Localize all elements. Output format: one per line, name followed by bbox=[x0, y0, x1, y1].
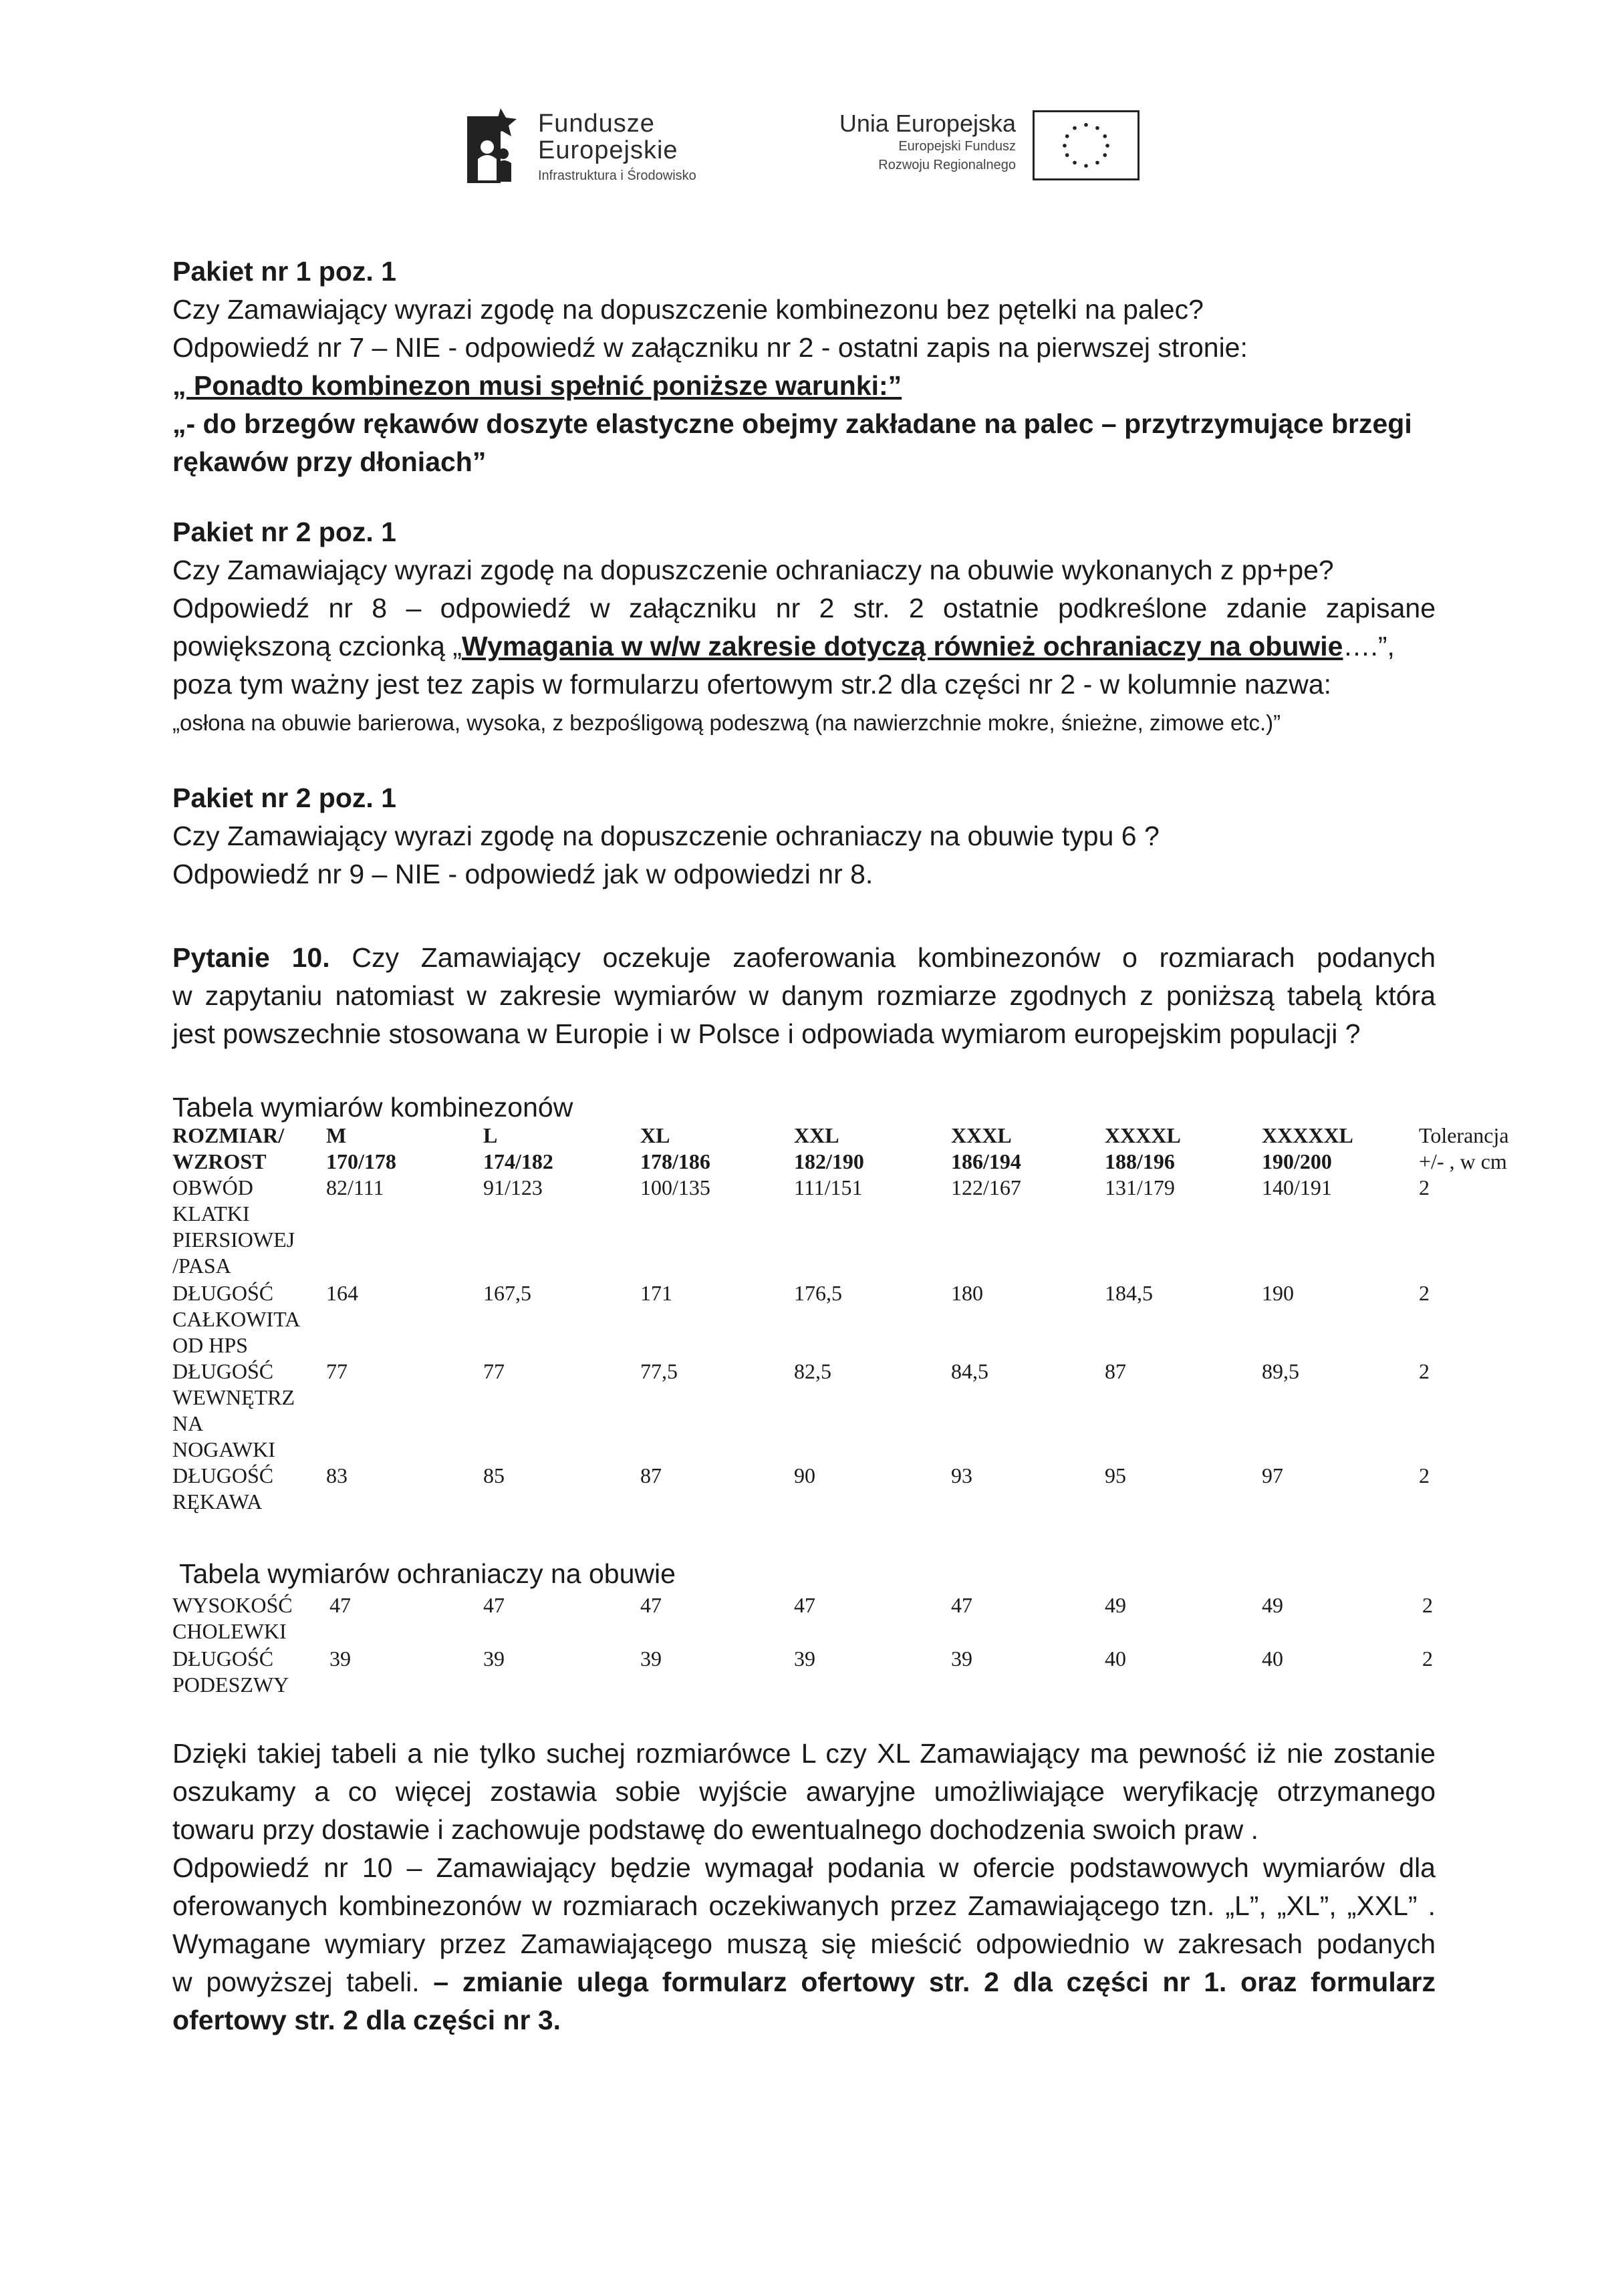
q1-quote-line-1: „- do brzegów rękawów doszyte elastyczne obejmy zakładane na palec – przytrzymujące brzegi bbox=[172, 408, 1412, 439]
col-tolerance: Tolerancja +/- , w cm bbox=[1419, 1123, 1509, 1173]
fundusze-europejskie-logo bbox=[466, 106, 518, 186]
table-cell: 184,5 bbox=[1105, 1281, 1153, 1305]
table-cell: 87 bbox=[1105, 1359, 1126, 1383]
q2-answer-line-2 bbox=[172, 627, 1436, 666]
table-row bbox=[172, 1358, 1509, 1463]
table-row bbox=[172, 1280, 1509, 1358]
table-kombinezony bbox=[172, 1123, 1509, 1516]
table-cell-tolerance: 2 bbox=[1422, 1593, 1433, 1617]
table-cell: 49 bbox=[1262, 1593, 1283, 1617]
closing-line-2: oszukamy a co więcej zostawia sobie wyjście awaryjne umożliwiające weryfikację otrzymanego bbox=[172, 1776, 1436, 1807]
table-cell: 100/135 bbox=[640, 1175, 710, 1199]
closing-line-7 bbox=[172, 1963, 1436, 2001]
col-size-xxxxl: XXXXL 188/196 bbox=[1105, 1123, 1181, 1173]
question-block-2 bbox=[172, 513, 1436, 742]
table-cell: 90 bbox=[794, 1463, 815, 1487]
closing-line-3: towaru przy dostawie i zachowuje podstawę do ewentualnego dochodzenia swoich praw . bbox=[172, 1814, 1259, 1845]
table-cell: 85 bbox=[483, 1463, 505, 1487]
table-cell-tolerance: 2 bbox=[1419, 1281, 1430, 1305]
table-row bbox=[172, 1175, 1509, 1280]
table-cell-tolerance: 2 bbox=[1419, 1359, 1430, 1383]
ue-subtitle-1: Europejski Fundusz bbox=[898, 139, 1016, 154]
closing-line-6: Wymagane wymiary przez Zamawiającego muszą się mieścić odpowiednio w zakresach podanych bbox=[172, 1928, 1436, 1959]
q1-heading: Pakiet nr 1 poz. 1 bbox=[172, 256, 396, 287]
table-cell: 77,5 bbox=[640, 1359, 678, 1383]
table-cell: 47 bbox=[794, 1593, 815, 1617]
table-cell: 190 bbox=[1262, 1281, 1294, 1305]
fe-title-line-1: Fundusze bbox=[538, 110, 655, 138]
q1-quote-heading: „ Ponadto kombinezon musi spełnić poniższe warunki:” bbox=[172, 370, 902, 401]
q1-quote-line-2: rękawów przy dłoniach” bbox=[172, 446, 487, 477]
table-cell: 87 bbox=[640, 1463, 662, 1487]
q3-heading: Pakiet nr 2 poz. 1 bbox=[172, 782, 396, 813]
table-cell: 95 bbox=[1105, 1463, 1126, 1487]
row-label: DŁUGOŚĆ RĘKAWA bbox=[172, 1463, 274, 1514]
q4-line-1 bbox=[172, 939, 1436, 977]
table-cell: 39 bbox=[951, 1646, 972, 1671]
table-cell: 180 bbox=[951, 1281, 983, 1305]
fundusze-europejskie-text bbox=[538, 110, 696, 185]
fe-subtitle: Infrastruktura i Środowisko bbox=[538, 168, 696, 183]
col-size-l: L 174/182 bbox=[483, 1123, 553, 1173]
table-cell: 39 bbox=[483, 1646, 505, 1671]
table-cell: 47 bbox=[640, 1593, 662, 1617]
table-cell: 164 bbox=[326, 1281, 358, 1305]
q4-line-3: jest powszechnie stosowana w Europie i w Polsce i odpowiada wymiarom europejskim populacji ? bbox=[172, 1018, 1361, 1049]
col-size-xl: XL 178/186 bbox=[640, 1123, 710, 1173]
q3-question: Czy Zamawiający wyrazi zgodę na dopuszczenie ochraniaczy na obuwie typu 6 ? bbox=[172, 821, 1160, 851]
table-cell: 140/191 bbox=[1262, 1175, 1332, 1199]
table2-title: Tabela wymiarów ochraniaczy na obuwie bbox=[179, 1558, 676, 1589]
table-cell: 91/123 bbox=[483, 1175, 543, 1199]
q2-answer-line-3: poza tym ważny jest tez zapis w formularzu ofertowym str.2 dla części nr 2 - w kolumnie nazwa: bbox=[172, 669, 1332, 700]
table-cell: 82/111 bbox=[326, 1175, 384, 1199]
table-cell-tolerance: 2 bbox=[1419, 1175, 1430, 1199]
col-size-xxl: XXL 182/190 bbox=[794, 1123, 864, 1173]
col-size-xxxl: XXXL 186/194 bbox=[951, 1123, 1021, 1173]
q1-answer: Odpowiedź nr 7 – NIE - odpowiedź w załączniku nr 2 - ostatni zapis na pierwszej stronie: bbox=[172, 332, 1248, 363]
table1-header-row bbox=[172, 1123, 1509, 1175]
q4-line-2: w zapytaniu natomiast w zakresie wymiarów w danym rozmiarze zgodnych z poniższą tabelą która bbox=[172, 980, 1436, 1011]
table-cell-tolerance: 2 bbox=[1419, 1463, 1430, 1487]
q3-answer: Odpowiedź nr 9 – NIE - odpowiedź jak w odpowiedzi nr 8. bbox=[172, 859, 874, 889]
col-size-xxxxxl: XXXXXL 190/200 bbox=[1262, 1123, 1353, 1173]
q2-question: Czy Zamawiający wyrazi zgodę na dopuszczenie ochraniaczy na obuwie wykonanych z pp+pe? bbox=[172, 555, 1334, 585]
q4-line-1-text: Czy Zamawiający oczekuje zaoferowania kombinezonów o rozmiarach podanych bbox=[352, 942, 1436, 973]
table-cell: 171 bbox=[640, 1281, 672, 1305]
table-cell: 77 bbox=[483, 1359, 505, 1383]
table-cell: 167,5 bbox=[483, 1281, 531, 1305]
question-block-4 bbox=[172, 939, 1436, 1053]
table-row bbox=[172, 1646, 1509, 1699]
table1-title: Tabela wymiarów kombinezonów bbox=[172, 1092, 573, 1123]
question-block-1 bbox=[172, 253, 1436, 481]
table-cell: 93 bbox=[951, 1463, 972, 1487]
ue-subtitle-2: Rozwoju Regionalnego bbox=[878, 158, 1016, 172]
question-block-3 bbox=[172, 779, 1436, 893]
closing-line-8: ofertowy str. 2 dla części nr 3. bbox=[172, 2005, 561, 2035]
table-cell: 97 bbox=[1262, 1463, 1283, 1487]
table-cell: 40 bbox=[1105, 1646, 1126, 1671]
table-cell: 40 bbox=[1262, 1646, 1283, 1671]
unia-europejska-text bbox=[802, 110, 1016, 174]
row-label: DŁUGOŚĆ PODESZWY bbox=[172, 1646, 289, 1697]
closing-line-4: Odpowiedź nr 10 – Zamawiający będzie wymagał podania w ofercie podstawowych wymiarów dla bbox=[172, 1852, 1436, 1883]
ue-title: Unia Europejska bbox=[839, 110, 1016, 137]
table-cell: 82,5 bbox=[794, 1359, 831, 1383]
table-cell: 47 bbox=[329, 1593, 351, 1617]
eu-flag-icon bbox=[1033, 110, 1139, 180]
closing-line-7-text: w powyższej tabeli. bbox=[172, 1967, 420, 1997]
closing-line-5: oferowanych kombinezonów w rozmiarach oczekiwanych przez Zamawiającego tzn. „L”, „XL”, „XXL” . bbox=[172, 1890, 1436, 1921]
table-cell: 39 bbox=[794, 1646, 815, 1671]
row-label: OBWÓD KLATKI PIERSIOWEJ /PASA bbox=[172, 1175, 295, 1278]
row-label: DŁUGOŚĆ CAŁKOWITA OD HPS bbox=[172, 1281, 301, 1357]
q1-question: Czy Zamawiający wyrazi zgodę na dopuszczenie kombinezonu bez pętelki na palec? bbox=[172, 294, 1204, 325]
q2-answer-prefix: powiększoną czcionką „ bbox=[172, 631, 462, 662]
table-cell: 39 bbox=[640, 1646, 662, 1671]
table-cell: 47 bbox=[483, 1593, 505, 1617]
table-cell: 83 bbox=[326, 1463, 348, 1487]
table-cell: 111/151 bbox=[794, 1175, 863, 1199]
q4-label: Pytanie 10. bbox=[172, 942, 330, 973]
table-cell: 77 bbox=[326, 1359, 348, 1383]
table-cell: 131/179 bbox=[1105, 1175, 1175, 1199]
table1-header-label: ROZMIAR/ WZROST bbox=[172, 1123, 285, 1173]
col-size-m: M 170/178 bbox=[326, 1123, 396, 1173]
table-cell: 39 bbox=[329, 1646, 351, 1671]
q2-heading: Pakiet nr 2 poz. 1 bbox=[172, 517, 396, 547]
table-row bbox=[172, 1592, 1509, 1646]
q2-answer-suffix: ….”, bbox=[1343, 631, 1395, 662]
table-cell: 89,5 bbox=[1262, 1359, 1299, 1383]
table-cell-tolerance: 2 bbox=[1422, 1646, 1433, 1671]
row-label: DŁUGOŚĆ WEWNĘTRZ NA NOGAWKI bbox=[172, 1359, 295, 1461]
table-cell: 47 bbox=[951, 1593, 972, 1617]
table-ochraniacze bbox=[172, 1592, 1509, 1699]
table-cell: 176,5 bbox=[794, 1281, 842, 1305]
q2-answer-line-1: Odpowiedź nr 8 – odpowiedź w załączniku nr 2 str. 2 ostatnie podkreślone zdanie zapisane bbox=[172, 593, 1436, 623]
q2-answer-emphasis: Wymagania w w/w zakresie dotyczą również ochraniaczy na obuwie bbox=[461, 631, 1343, 662]
closing-line-1: Dzięki takiej tabeli a nie tylko suchej rozmiarówce L czy XL Zamawiający ma pewność iż nie zostanie bbox=[172, 1738, 1436, 1769]
table-row bbox=[172, 1463, 1509, 1516]
q2-answer-line-4: „osłona na obuwie barierowa, wysoka, z bezpośligową podeszwą (na nawierzchnie mokre, śnieżne, zimowe etc.)” bbox=[172, 710, 1281, 735]
table-cell: 84,5 bbox=[951, 1359, 988, 1383]
fe-title-line-2: Europejskie bbox=[538, 136, 678, 164]
table-cell: 49 bbox=[1105, 1593, 1126, 1617]
closing-line-7-bold: – zmianie ulega formularz ofertowy str. 2 dla części nr 1. oraz formularz bbox=[433, 1967, 1436, 1997]
closing-block bbox=[172, 1735, 1436, 2039]
row-label: WYSOKOŚĆ CHOLEWKI bbox=[172, 1593, 293, 1643]
table-cell: 122/167 bbox=[951, 1175, 1021, 1199]
